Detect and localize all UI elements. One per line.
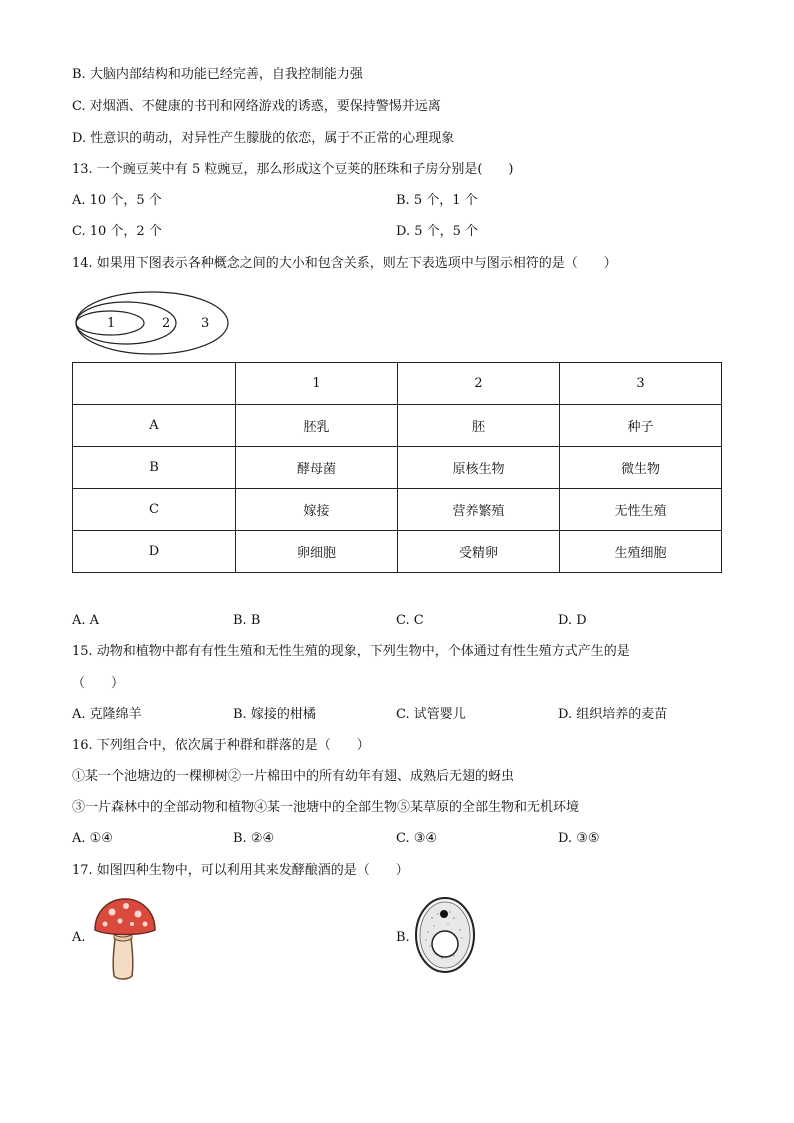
q14-stem: 14. 如果用下图表示各种概念之间的大小和包含关系，则左下表选项中与图示相符的是（ ） [72,256,617,271]
q13-option-a: A. 10 个，5 个 [72,193,162,208]
table-row [73,489,722,531]
q17-option-a: A. [72,930,86,945]
q15-option-c: C. 试管婴儿 [396,707,466,722]
table-cell [73,363,236,405]
q14-option-c: C. C [396,613,424,628]
q14-option-d: D. D [558,613,587,628]
q16-option-b: B. ②④ [233,831,275,846]
q15-stem: 15. 动物和植物中都有有性生殖和无性生殖的现象，下列生物中，个体通过有性生殖方式产生的是 [72,644,630,659]
table-cell: 微生物 [560,447,722,489]
table-cell: 胚乳 [236,405,398,447]
diagram-label-3: 3 [201,316,210,331]
q13-option-d: D. 5 个，5 个 [396,224,479,239]
q15-option-a: A. 克隆绵羊 [72,707,142,722]
table-cell: B [73,447,236,489]
nested-ellipses-diagram [74,290,234,356]
diagram-label-1: 1 [107,316,116,331]
q16-option-d: D. ③⑤ [558,831,600,846]
ellipse-2 [76,302,176,344]
yeast-cell-icon [414,896,476,974]
q13-option-c: C. 10 个，2 个 [72,224,162,239]
q15-paren: （ ） [72,676,125,691]
table-cell: 2 [398,363,560,405]
option-d-prev: D. 性意识的萌动，对异性产生朦胧的依恋，属于不正常的心理现象 [72,131,455,146]
table-cell: 生殖细胞 [560,531,722,573]
q15-option-b: B. 嫁接的柑橘 [233,707,316,722]
q17-stem: 17. 如图四种生物中，可以利用其来发酵酿酒的是（ ） [72,863,409,878]
q16-option-a: A. ①④ [72,831,113,846]
table-cell: D [73,531,236,573]
table-cell: 3 [560,363,722,405]
q16-option-c: C. ③④ [396,831,438,846]
q14-option-a: A. A [72,613,100,628]
q15-option-d: D. 组织培养的麦苗 [558,707,668,722]
table-cell: C [73,489,236,531]
table-cell: 原核生物 [398,447,560,489]
table-cell: 无性生殖 [560,489,722,531]
table-cell: 受精卵 [398,531,560,573]
q17-option-b: B. [396,930,410,945]
table-cell: 种子 [560,405,722,447]
table-cell: 胚 [398,405,560,447]
table-cell: 营养繁殖 [398,489,560,531]
option-c-prev: C. 对烟酒、不健康的书刊和网络游戏的诱惑，要保持警惕并远离 [72,99,441,114]
table-cell: 卵细胞 [236,531,398,573]
table-cell: 嫁接 [236,489,398,531]
concept-table [72,362,722,573]
table-row [73,447,722,489]
option-b-prev: B. 大脑内部结构和功能已经完善，自我控制能力强 [72,67,363,82]
q14-option-b: B. B [233,613,261,628]
table-cell: 酵母菌 [236,447,398,489]
table-cell: 1 [236,363,398,405]
q13-option-b: B. 5 个，1 个 [396,193,478,208]
table-cell: A [73,405,236,447]
q16-line1: ①某一个池塘边的一棵柳树②一片棉田中的所有幼年有翅、成熟后无翅的蚜虫 [72,769,515,784]
diagram-label-2: 2 [162,316,171,331]
mushroom-icon [92,896,158,982]
q13-stem: 13. 一个豌豆荚中有 5 粒豌豆，那么形成这个豆荚的胚珠和子房分别是( ) [72,162,514,177]
table-header-row [73,363,722,405]
q16-stem: 16. 下列组合中，依次属于种群和群落的是（ ） [72,738,370,753]
table-row [73,531,722,573]
q16-line2: ③一片森林中的全部动物和植物④某一池塘中的全部生物⑤某草原的全部生物和无机环境 [72,800,580,815]
table-row [73,405,722,447]
